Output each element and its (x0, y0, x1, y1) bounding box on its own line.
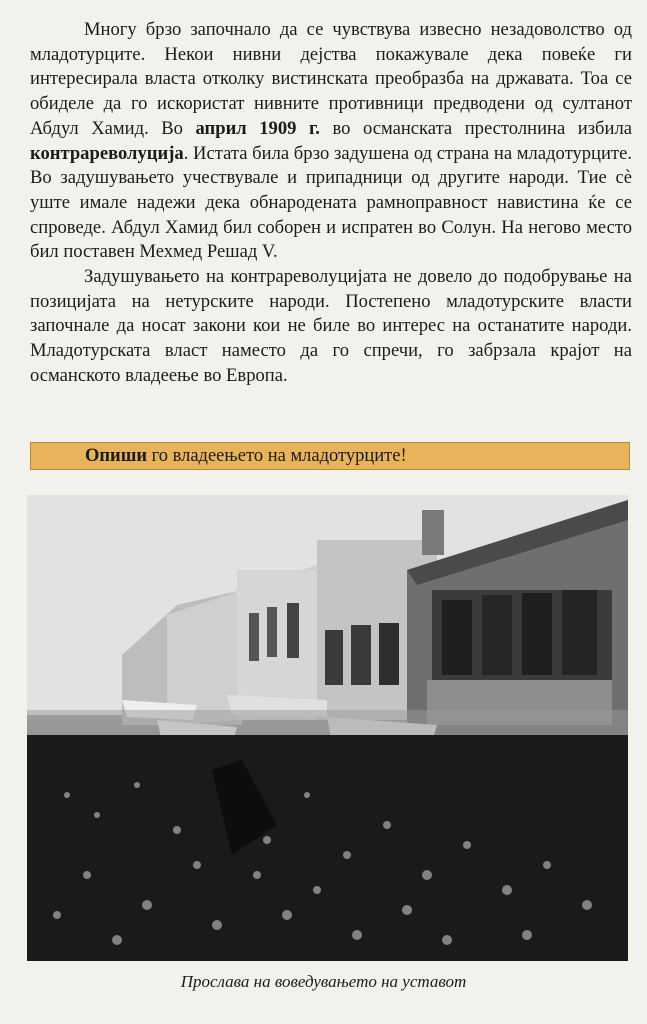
street-celebration-illustration (27, 495, 628, 961)
task-verb: Опиши (85, 446, 147, 466)
paragraph-1-text-3: . Истата била брзо задушена од страна на младотурците. Во задушувањето учествувале и припадници од другите народи. Тие сè уште имале надежи дека обнародената рамноправност навистина ќе се спроведе. Абдул Хамид бил соборен и испратен во Солун. На негово место бил поставен Мехмед Решад V. (30, 142, 632, 263)
photo-caption: Прослава на воведувањето на уставот (180, 972, 467, 991)
task-text: го владеењето на младотурците! (147, 446, 407, 466)
paragraph-1-text-2: во османската престолнина избила (319, 117, 632, 139)
paragraph-1 (30, 18, 632, 265)
task-box (30, 442, 630, 470)
body-text (30, 18, 632, 389)
term-emphasis: контрареволуција (30, 142, 184, 164)
paragraph-2: Задушувањето на контрареволуцијата не довело до подобрување на позицијата на нетурските народи. Постепено младотурските власти започнале да носат закони кои не биле во интерес на останатите народи. Младотурската власт наместо да го спречи, го забрзала крајот на османското владеење во Европа. (30, 266, 632, 386)
date-emphasis: април 1909 г. (195, 117, 320, 139)
paragraph-1-text: Многу брзо започнало да се чувствува извесно незадоволство од младотурците. Некои нивни дејства покажувале дека повеќе ги интересирала власта отколку вистинската преобразба на државата. Тоа се обиделе да го искористат нивните противници предводени од султанот Абдул Хамид. Во (30, 19, 632, 139)
historical-photo (27, 495, 628, 961)
